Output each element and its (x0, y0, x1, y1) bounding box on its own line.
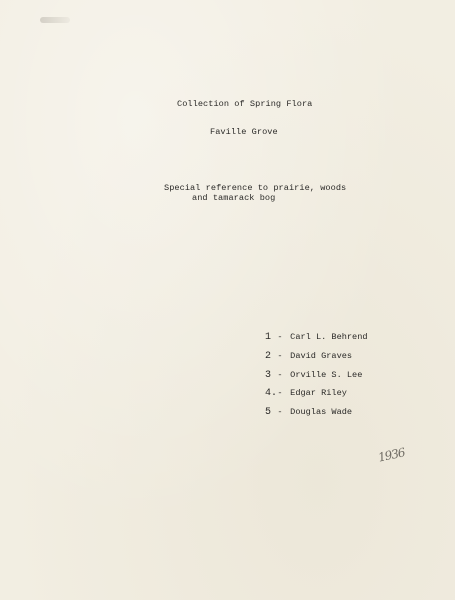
contributor-name: Edgar Riley (290, 388, 347, 399)
contributor-item (265, 332, 368, 351)
contributor-name: David Graves (290, 350, 353, 361)
reference-line-1: Special reference to prairie, woods (164, 183, 347, 193)
paper-smudge (40, 17, 70, 23)
contributor-number: 3 (265, 369, 272, 381)
contributor-separator: - (277, 407, 283, 418)
contributor-separator: - (277, 350, 283, 361)
document-title: Collection of Spring Flora (177, 99, 313, 109)
contributor-separator: - (277, 388, 283, 399)
contributor-list (265, 332, 368, 426)
contributor-name: Douglas Wade (290, 407, 353, 418)
contributor-number: 2 (265, 350, 272, 362)
contributor-number: 4. (265, 388, 278, 400)
contributor-name: Carl L. Behrend (290, 332, 368, 342)
contributor-item (265, 370, 368, 389)
handwritten-year: 1936 (376, 445, 406, 465)
contributor-separator: - (277, 332, 283, 342)
contributor-item (265, 388, 368, 407)
contributor-name: Orville S. Lee (290, 369, 363, 380)
contributor-number: 1 (265, 332, 272, 343)
contributor-item (265, 407, 368, 426)
contributor-item (265, 351, 368, 370)
document-subtitle: Faville Grove (210, 127, 278, 137)
reference-line-2: and tamarack bog (192, 193, 276, 203)
contributor-number: 5 (265, 407, 272, 419)
contributor-separator: - (277, 369, 283, 380)
